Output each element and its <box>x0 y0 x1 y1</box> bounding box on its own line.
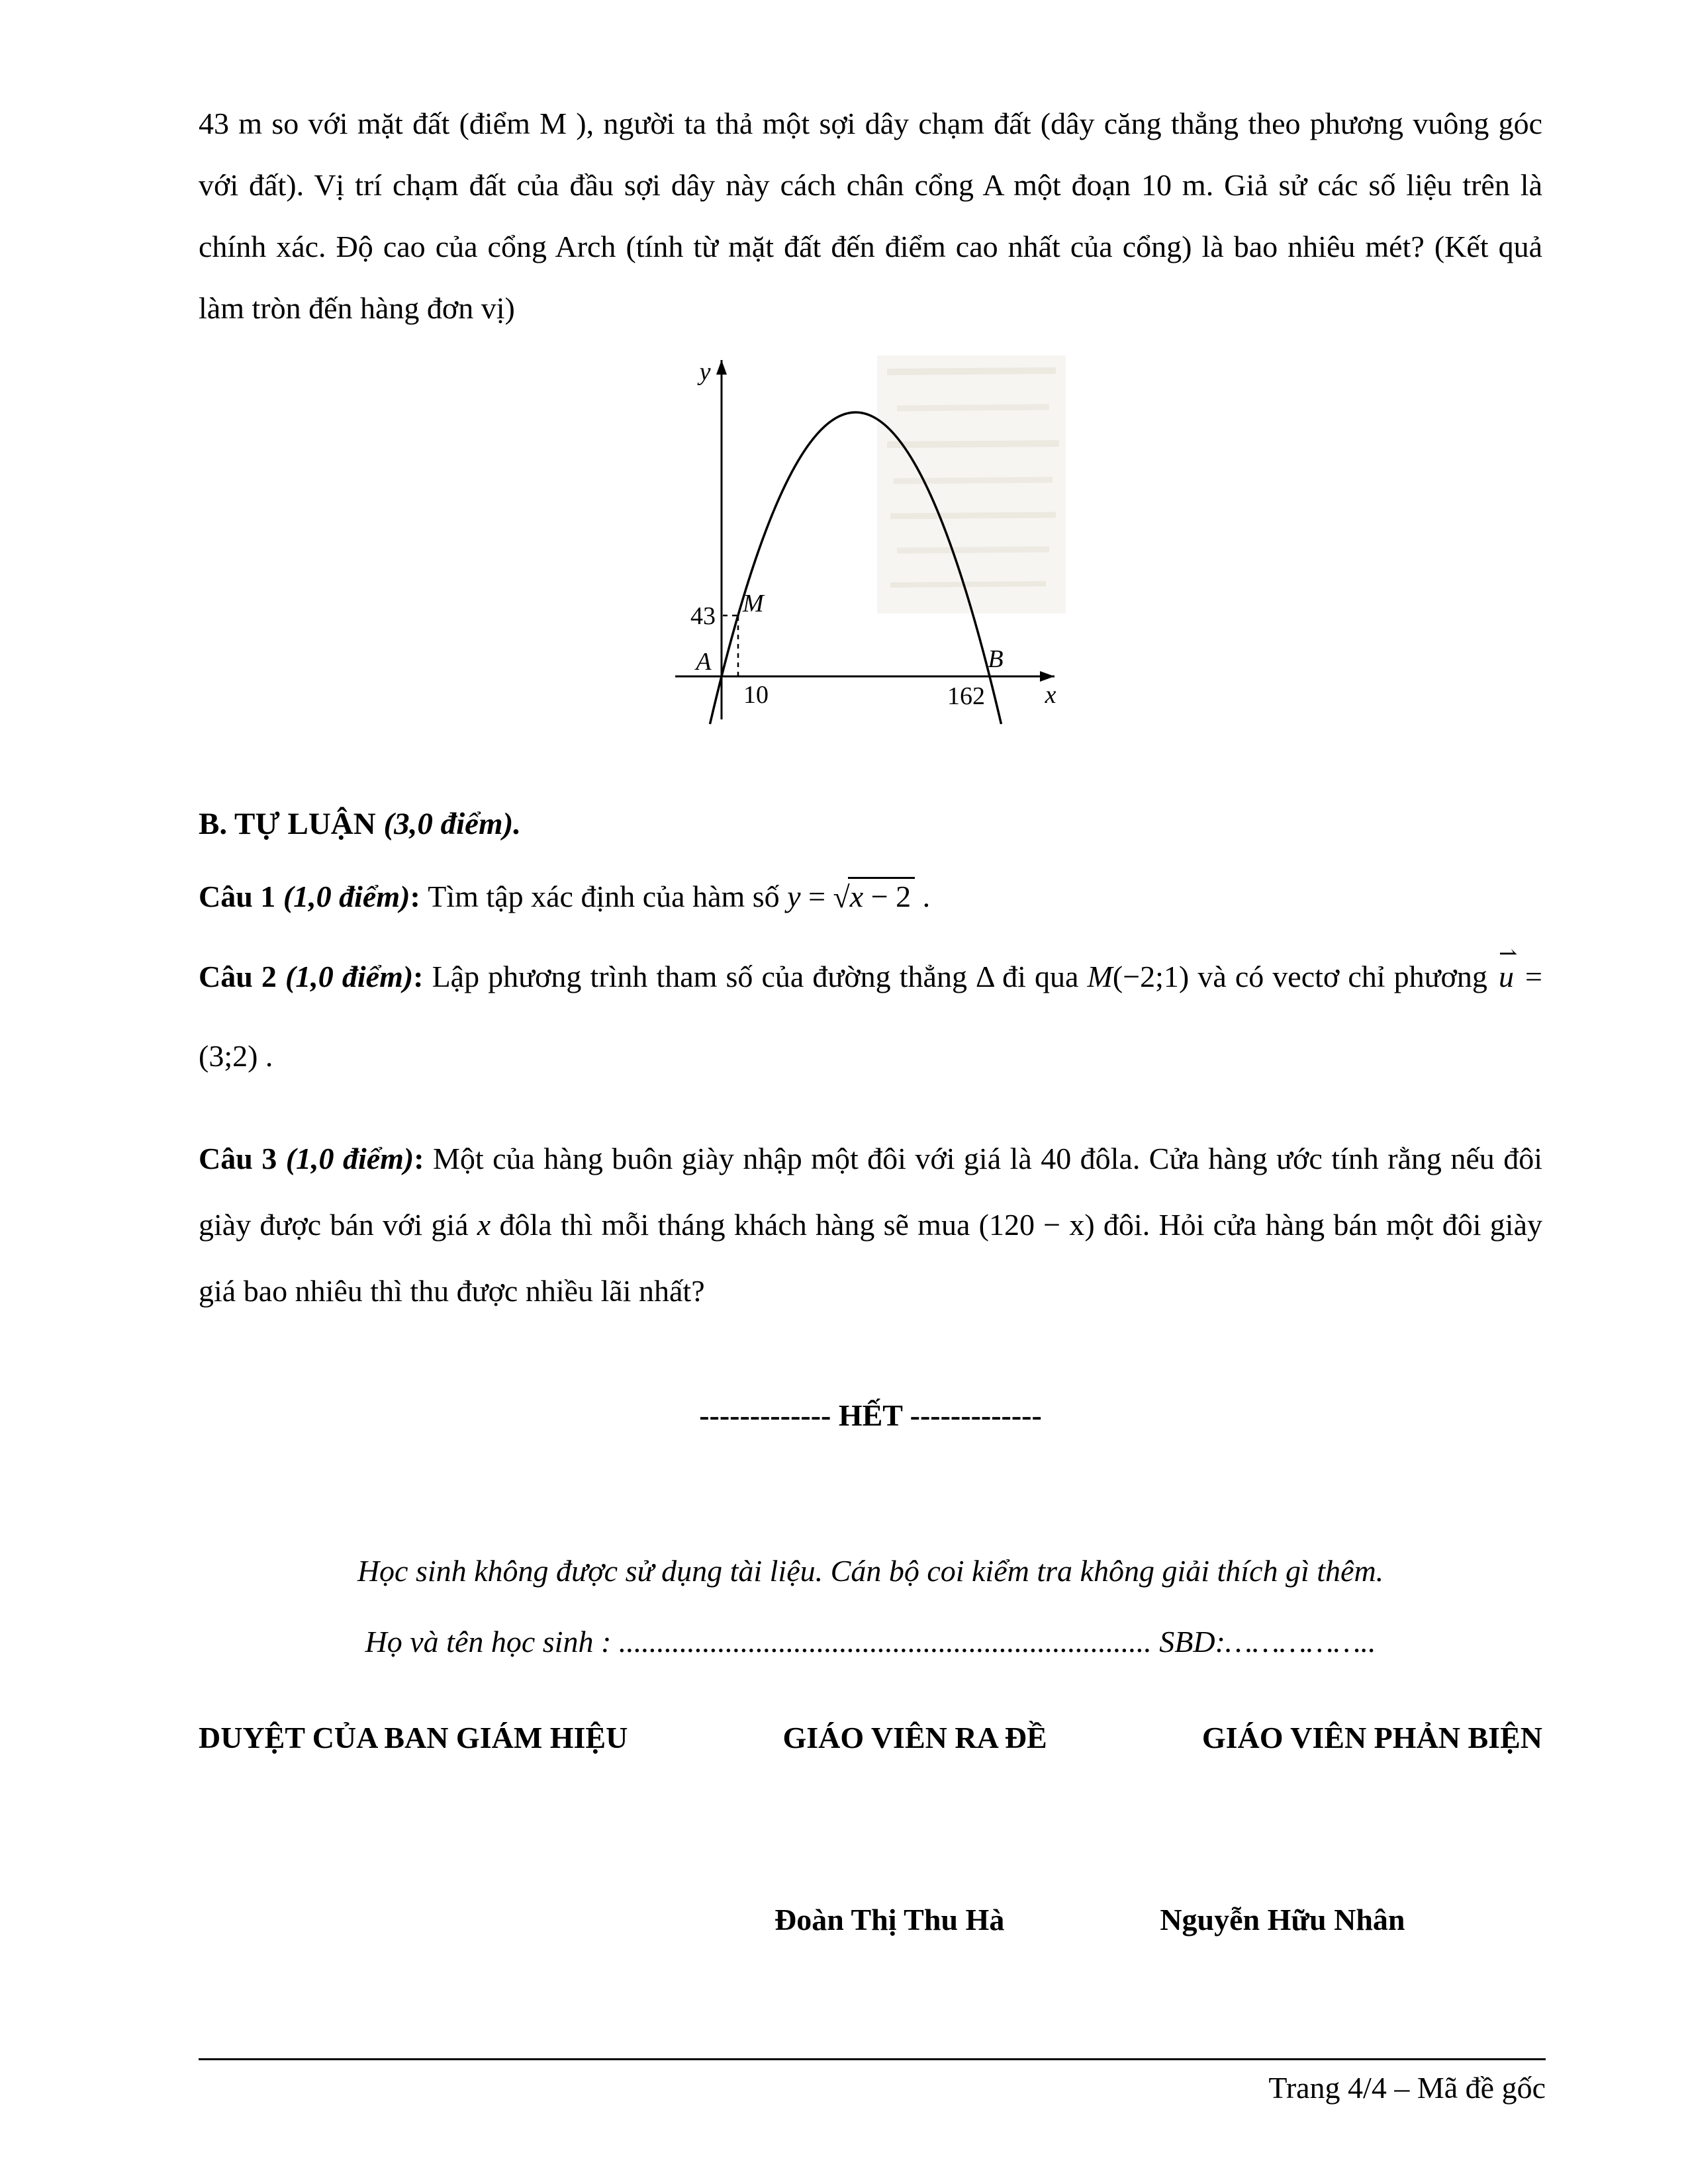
q2-label: Câu 2 <box>199 960 285 993</box>
q2-delta-symbol: Δ <box>976 960 994 993</box>
q1-var-y: y <box>787 880 801 913</box>
q3-text-4: đôi. Hỏi cửa hàng bán một đôi giày giá bao nhiêu thì thu được nhiều lãi nhất? <box>199 1208 1542 1308</box>
q1-colon: : <box>410 880 428 913</box>
end-marker: ------------- HẾT ------------- <box>699 1398 1042 1432</box>
sig-header-reviewer: GIÁO VIÊN PHẢN BIỆN <box>1201 1721 1542 1754</box>
section-b-title: B. TỰ LUẬN <box>199 807 384 841</box>
student-name-label: Họ và tên học sinh : <box>365 1625 619 1659</box>
question-3 <box>199 1126 1542 1324</box>
sig-header-board: DUYỆT CỦA BAN GIÁM HIỆU <box>199 1721 628 1754</box>
author-name: Đoàn Thị Thu Hà <box>774 1903 1005 1936</box>
x-axis-label: x <box>1045 681 1056 709</box>
question-2 <box>199 937 1542 1096</box>
reviewer-name: Nguyễn Hữu Nhân <box>1160 1903 1405 1936</box>
y-axis-label: y <box>699 358 711 386</box>
page-footer <box>199 2058 1546 2108</box>
page-content <box>199 93 1542 1951</box>
q3-colon: : <box>414 1142 434 1175</box>
q1-square-root <box>833 880 915 913</box>
q2-period: . <box>258 1039 273 1073</box>
section-b-heading <box>199 793 1542 856</box>
intro-paragraph: 43 m so với mặt đất (điểm M ), người ta thả một sợi dây chạm đất (dây căng thẳng theo phương vuông góc với đất). Vị trí chạm đất của đầu sợi dây này cách chân cổng A một đoạn 10 m. Giả sử các số liệu trên là chính xác. Độ cao của cổng Arch (tính từ mặt đất đến điểm cao nhất của cổng) là bao nhiêu mét? (Kết quả làm tròn đến hàng đơn vị) <box>199 107 1542 325</box>
q2-equals: = <box>1516 960 1542 993</box>
q1-score: (1,0 điểm) <box>283 880 410 913</box>
x-axis-arrow-icon <box>1040 671 1055 682</box>
parabola-chart <box>659 345 1082 749</box>
point-m-label: M <box>743 590 764 617</box>
vector-arrow-icon: ⇀ <box>1498 942 1518 966</box>
q2-score: (1,0 điểm) <box>285 960 414 993</box>
q2-text-2: đi qua <box>994 960 1088 993</box>
q3-text-1: Một của hàng buôn giày nhập một đôi với giá là <box>433 1142 1041 1175</box>
student-name-line <box>199 1610 1542 1673</box>
sbd-label: SBD:…………….. <box>1151 1625 1376 1659</box>
q3-price: 40 <box>1041 1142 1072 1175</box>
signature-names <box>199 1888 1542 1951</box>
q2-m-coords: (−2;1) <box>1112 960 1190 993</box>
q3-var-x: x <box>477 1208 491 1242</box>
q3-text-2: đôla. Cửa hàng ước tính rằng nếu đôi giày được bán với giá <box>199 1142 1543 1242</box>
q1-radicand-rest: − 2 <box>863 880 912 913</box>
point-a-label: A <box>696 648 712 676</box>
point-b-label: B <box>988 645 1004 673</box>
question-1 <box>199 866 1542 927</box>
scan-ghost-artifact <box>877 355 1066 614</box>
sig-header-author: GIÁO VIÊN RA ĐỀ <box>782 1721 1047 1754</box>
exam-note: Học sinh không được sử dụng tài liệu. Cán bộ coi kiểm tra không giải thích gì thêm. <box>357 1554 1384 1588</box>
q3-label: Câu 3 <box>199 1142 286 1175</box>
q2-text-1: Lập phương trình tham số của đường thẳng <box>432 960 976 993</box>
q1-radicand <box>848 877 915 914</box>
q2-colon: : <box>413 960 432 993</box>
q1-radicand-x: x <box>849 880 864 913</box>
q2-vector-u <box>1496 937 1517 1017</box>
q3-score: (1,0 điểm) <box>285 1142 414 1175</box>
q3-text-3: đôla thì mỗi tháng khách hàng sẽ mua <box>491 1208 979 1242</box>
q1-period: . <box>915 880 931 913</box>
y-axis-arrow-icon <box>716 360 727 375</box>
radical-sign-icon: √ <box>833 880 850 914</box>
q1-label: Câu 1 <box>199 880 283 913</box>
q2-text-3: và có vectơ chỉ phương <box>1189 960 1496 993</box>
y-tick-43: 43 <box>690 602 716 630</box>
x-tick-10: 10 <box>743 681 769 709</box>
q2-u-coords: (3;2) <box>199 1039 258 1073</box>
q2-var-u: u <box>1498 960 1514 993</box>
q1-text: Tìm tập xác định của hàm số <box>428 880 788 913</box>
parabola-figure <box>199 345 1542 756</box>
section-b-score: (3,0 điểm). <box>383 807 521 841</box>
x-tick-162: 162 <box>947 682 985 710</box>
signature-headers <box>199 1706 1542 1769</box>
q1-equals: = <box>800 880 833 913</box>
student-name-dots: ...................................................................... <box>618 1625 1152 1659</box>
q2-point-m: M <box>1087 960 1113 993</box>
page-number-label: Trang 4/4 – Mã đề gốc <box>1268 2071 1546 2105</box>
q3-expression: (120 − x) <box>978 1208 1095 1242</box>
